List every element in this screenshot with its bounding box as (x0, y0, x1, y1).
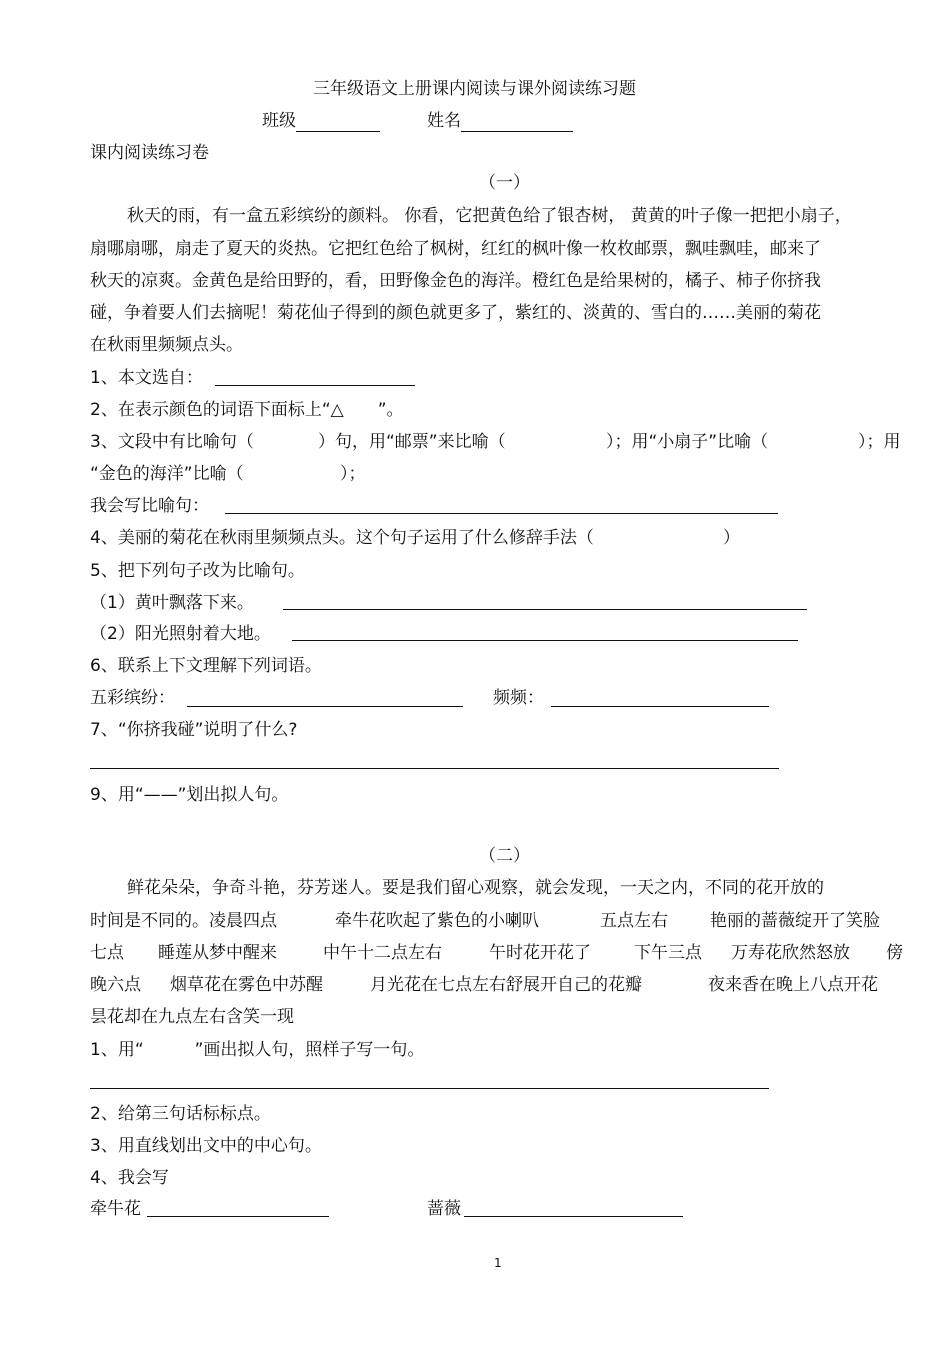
part2-q4-word1: 牵牛花 (90, 1199, 141, 1219)
answer-line-part2-q4-word1[interactable] (147, 1216, 329, 1217)
answer-line-part2-q4-word2[interactable] (464, 1216, 683, 1217)
class-blank[interactable] (296, 113, 380, 132)
passage2-phrase: 傍 (886, 943, 903, 963)
question-3-b: ）句，用“邮票”来比喻（ (318, 432, 506, 452)
passage1-line: 扇哪扇哪，扇走了夏天的炎热。它把红色给了枫树，红红的枫叶像一枚枚邮票，飘哇飘哇，邮来了 (90, 239, 821, 259)
answer-line-part2-q1[interactable] (90, 1088, 769, 1089)
passage2-phrase: 下午三点 (634, 943, 702, 963)
name-label: 姓名 (427, 111, 461, 131)
passage2-phrase: 午时花开花了 (489, 943, 591, 963)
part2-question-4: 4、我会写 (90, 1168, 169, 1188)
part2-question-1: 1、用“ ”画出拟人句，照样子写一句。 (90, 1040, 425, 1060)
part2-q4-word2: 蔷薇 (427, 1199, 461, 1219)
passage2-phrase: 月光花在七点左右舒展开自己的花瓣 (370, 975, 642, 995)
passage1-line: 碰，争着要人们去摘呢！菊花仙子得到的颜色就更多了，紫红的、淡黄的、雪白的……美丽的菊花 (90, 303, 821, 323)
answer-line-q5-2[interactable] (292, 640, 798, 641)
name-blank[interactable] (461, 113, 573, 132)
question-6: 6、联系上下文理解下列词语。 (90, 656, 322, 676)
question-6-word1: 五彩缤纷： (90, 688, 175, 708)
question-3-e: “金色的海洋”比喻（ (90, 464, 244, 484)
section-label: 课内阅读练习卷 (90, 143, 209, 163)
question-4-b: ） (723, 528, 740, 548)
answer-line-q6-word2[interactable] (551, 706, 769, 707)
part2-question-3: 3、用直线划出文中的中心句。 (90, 1136, 322, 1156)
question-9: 9、用“——”划出拟人句。 (90, 785, 289, 805)
answer-line-simile[interactable] (225, 513, 778, 514)
question-1: 1、本文选自： (90, 368, 203, 388)
passage1-line: 秋天的凉爽。金黄色是给田野的，看，田野像金色的海洋。橙红色是给果树的，橘子、柿子你挤我 (90, 271, 821, 291)
question-6-word2: 频频： (493, 688, 544, 708)
page-number: 1 (494, 1256, 502, 1270)
question-4-a: 4、美丽的菊花在秋雨里频频点头。这个句子运用了什么修辞手法（ (90, 528, 594, 548)
part2-heading: （二） (479, 846, 530, 866)
passage2-phrase: 五点左右 (600, 911, 668, 931)
passage2-line: 昙花却在九点左右含笑一现 (90, 1007, 294, 1027)
name-field (427, 110, 573, 132)
passage2-phrase: 晚六点 (90, 975, 141, 995)
question-3-f: ）； (340, 464, 366, 484)
part1-heading: （一） (479, 173, 530, 193)
passage2-phrase: 睡莲从梦中醒来 (158, 943, 277, 963)
question-5-2: （2）阳光照射着大地。 (90, 624, 271, 644)
answer-line-q5-1[interactable] (283, 609, 807, 610)
answer-line-q6-word1[interactable] (187, 706, 463, 707)
passage2-line: 鲜花朵朵，争奇斗艳，芬芳迷人。要是我们留心观察，就会发现，一天之内，不同的花开放的 (127, 878, 824, 898)
passage2-phrase: 牵牛花吹起了紫色的小喇叭 (335, 911, 539, 931)
question-3-a: 3、文段中有比喻句（ (90, 432, 254, 452)
answer-line-q7[interactable] (90, 768, 779, 769)
passage2-phrase: 艳丽的蔷薇绽开了笑脸 (710, 911, 880, 931)
part2-question-2: 2、给第三句话标标点。 (90, 1104, 271, 1124)
question-3-write: 我会写比喻句： (90, 496, 209, 516)
passage2-phrase: 时间是不同的。凌晨四点 (90, 911, 277, 931)
question-3-d: ）；用 (858, 432, 901, 452)
question-2: 2、在表示颜色的词语下面标上“△ ”。 (90, 400, 404, 420)
passage2-phrase: 万寿花欣然怒放 (731, 943, 850, 963)
class-field (262, 110, 380, 132)
question-5-1: （1）黄叶飘落下来。 (90, 593, 254, 613)
question-7: 7、“你挤我碰”说明了什么? (90, 720, 298, 740)
passage2-phrase: 夜来香在晚上八点开花 (708, 975, 878, 995)
class-label: 班级 (262, 111, 296, 131)
passage2-phrase: 七点 (90, 943, 124, 963)
passage2-phrase: 烟草花在雾色中苏醒 (170, 975, 323, 995)
passage1-line: 在秋雨里频频点头。 (90, 335, 243, 355)
passage1-line: 秋天的雨，有一盒五彩缤纷的颜料。 你看，它把黄色给了银杏树， 黄黄的叶子像一把把小扇子， (127, 206, 852, 226)
passage2-phrase: 中午十二点左右 (323, 943, 442, 963)
question-5: 5、把下列句子改为比喻句。 (90, 561, 305, 581)
document-title: 三年级语文上册课内阅读与课外阅读练习题 (313, 79, 636, 99)
answer-line-q1[interactable] (215, 385, 415, 386)
question-3-c: ）；用“小扇子”比喻（ (606, 432, 769, 452)
